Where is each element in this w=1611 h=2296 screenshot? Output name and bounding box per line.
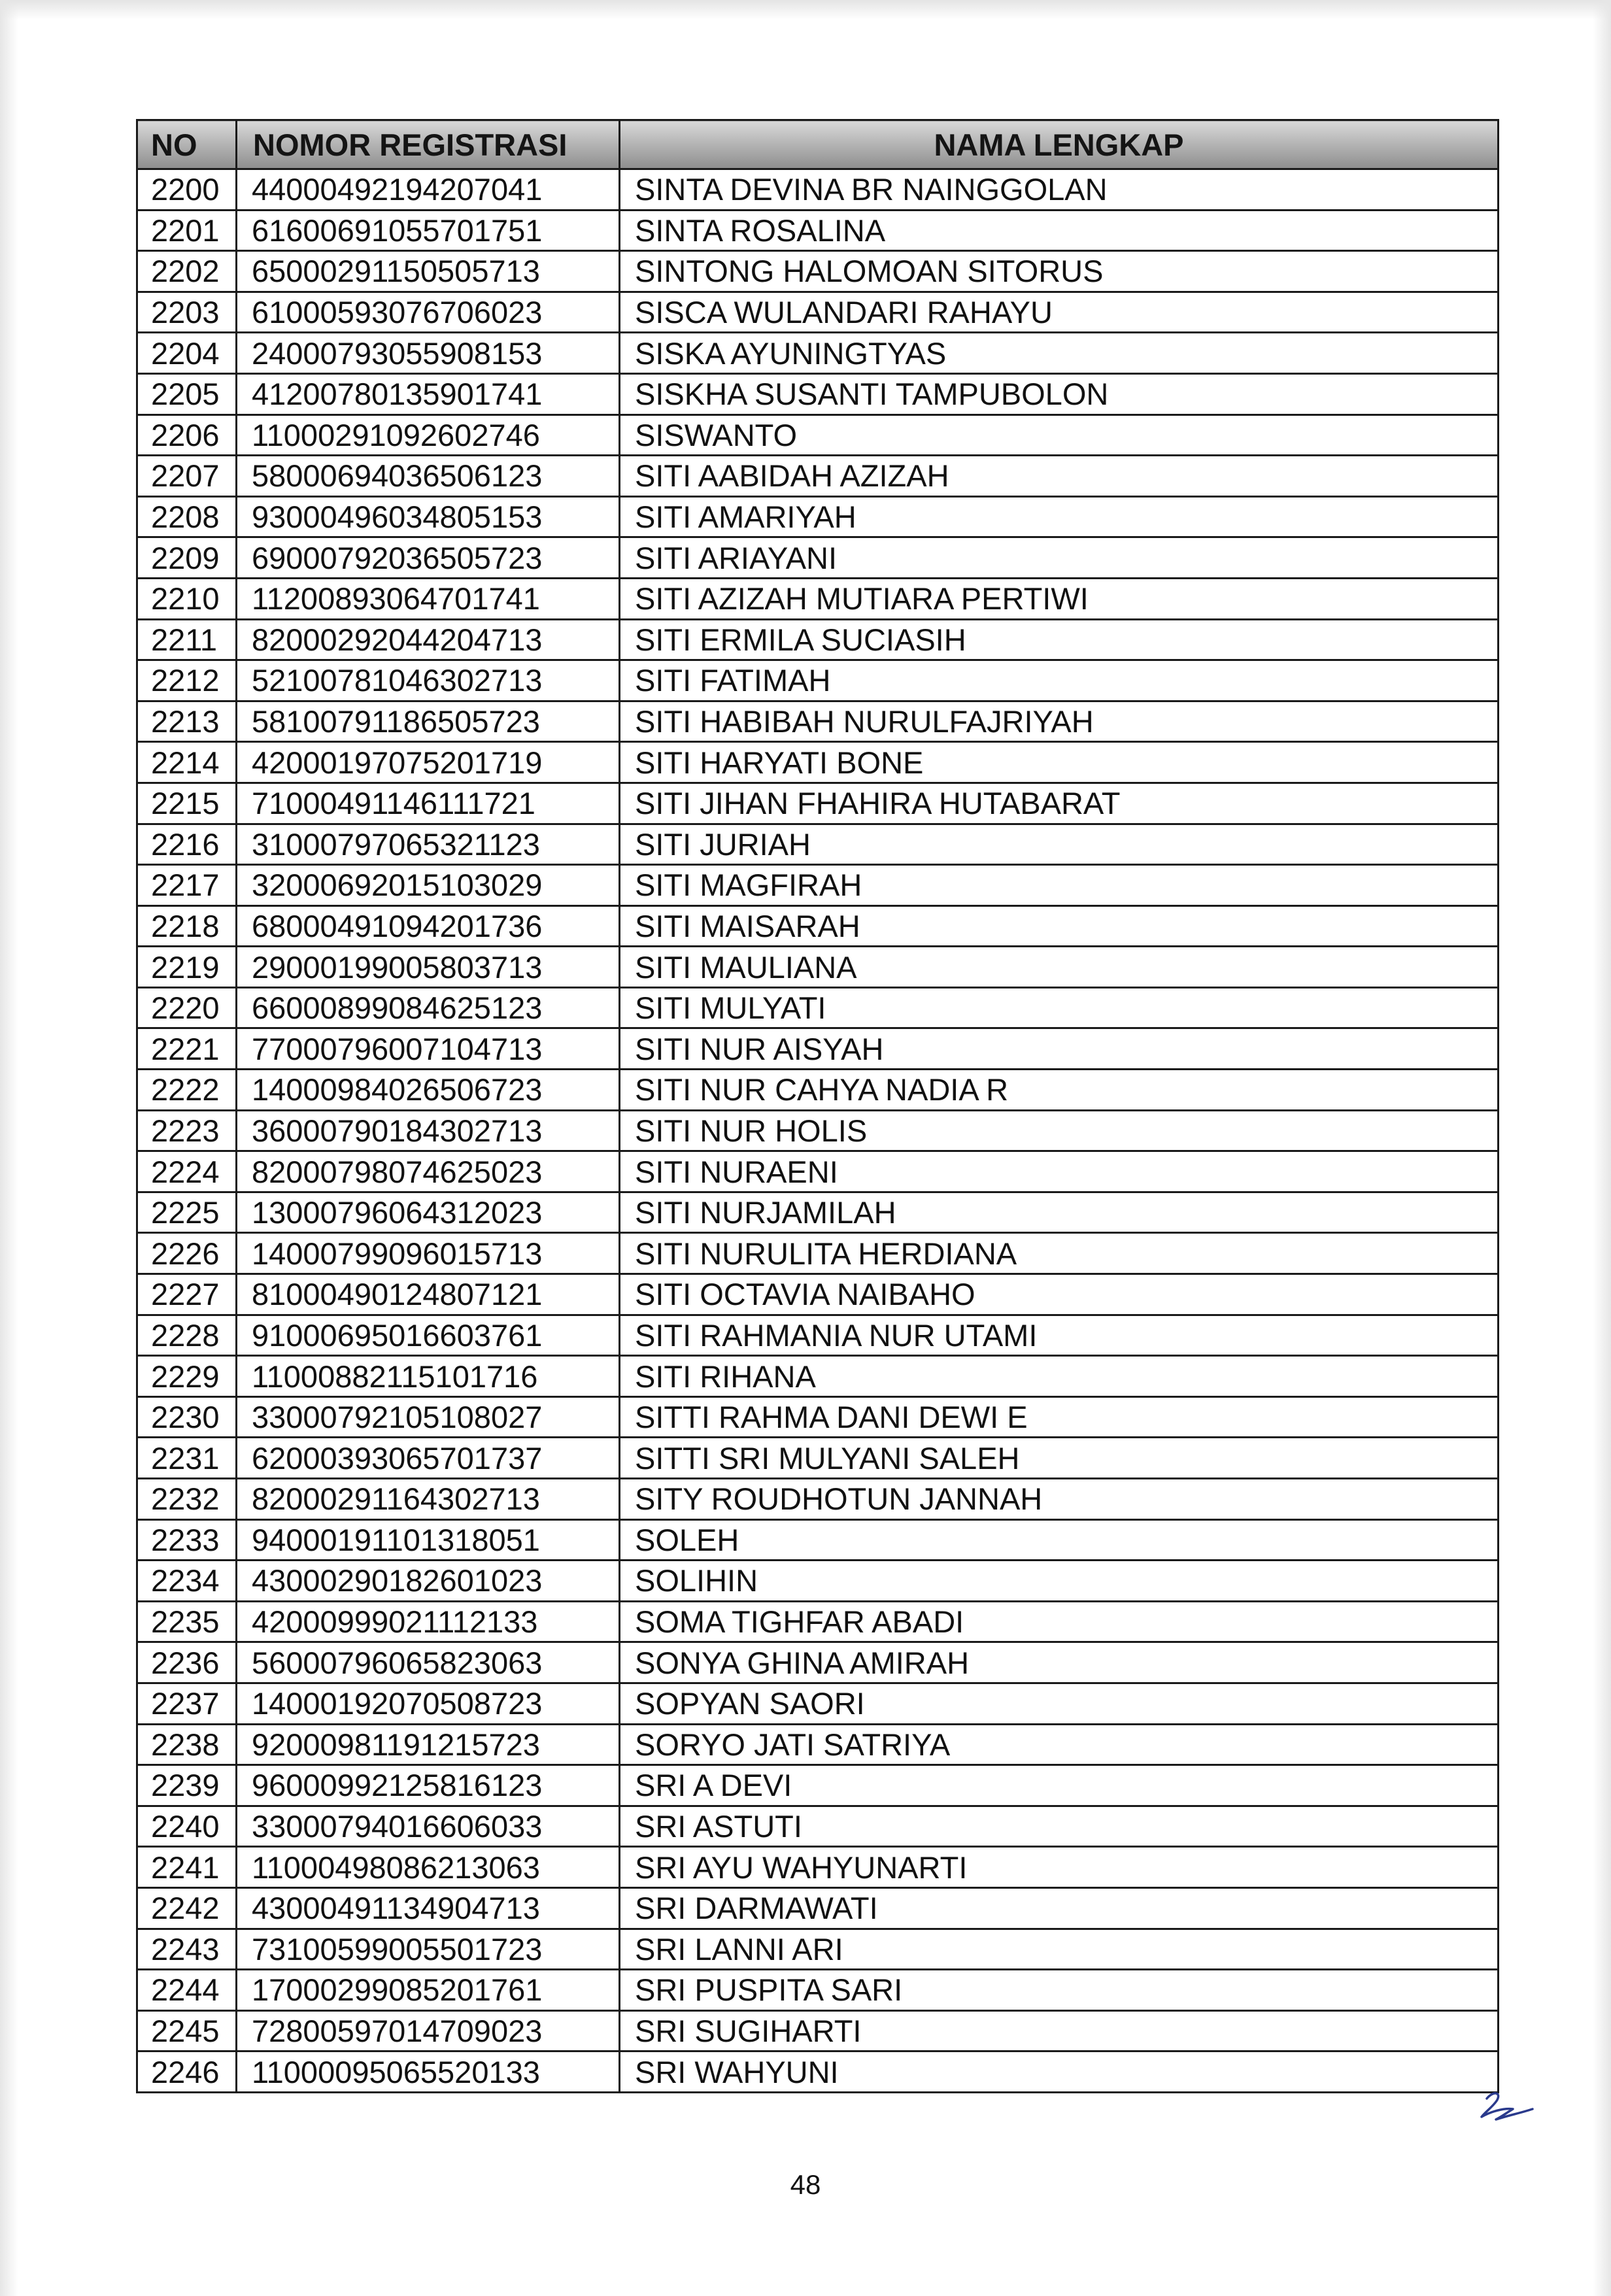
full-name: SITI ARIAYANI (620, 537, 1499, 579)
table-row (137, 456, 1499, 497)
registration-number: 43000290182601023 (237, 1561, 620, 1602)
table-row (137, 1642, 1499, 1683)
table-row (137, 783, 1499, 824)
registration-number: 52100781046302713 (237, 660, 620, 701)
full-name: SOLEH (620, 1519, 1499, 1561)
row-number: 2208 (137, 496, 237, 537)
table-row (137, 905, 1499, 947)
full-name: SITI MAGFIRAH (620, 865, 1499, 906)
full-name: SITY ROUDHOTUN JANNAH (620, 1479, 1499, 1520)
table-row (137, 2051, 1499, 2093)
registration-number: 42000999021112133 (237, 1601, 620, 1642)
registration-number: 62000393065701737 (237, 1438, 620, 1479)
scan-edge-left (0, 0, 18, 2296)
table-header-row (137, 120, 1499, 169)
full-name: SRI DARMAWATI (620, 1887, 1499, 1929)
full-name: SRI WAHYUNI (620, 2051, 1499, 2093)
row-number: 2202 (137, 251, 237, 292)
registration-number: 56000796065823063 (237, 1642, 620, 1683)
full-name: SITI RAHMANIA NUR UTAMI (620, 1315, 1499, 1356)
full-name: SITI ERMILA SUCIASIH (620, 619, 1499, 660)
row-number: 2203 (137, 292, 237, 333)
row-number: 2220 (137, 987, 237, 1028)
full-name: SITI JURIAH (620, 824, 1499, 865)
row-number: 2224 (137, 1151, 237, 1192)
registration-number: 13000796064312023 (237, 1192, 620, 1233)
table-row (137, 824, 1499, 865)
registration-number: 31000797065321123 (237, 824, 620, 865)
table-row (137, 947, 1499, 988)
full-name: SRI PUSPITA SARI (620, 1970, 1499, 2011)
table-row (137, 333, 1499, 374)
row-number: 2206 (137, 414, 237, 456)
table-row (137, 2010, 1499, 2051)
full-name: SISKA AYUNINGTYAS (620, 333, 1499, 374)
row-number: 2242 (137, 1887, 237, 1929)
table-row (137, 865, 1499, 906)
full-name: SRI A DEVI (620, 1765, 1499, 1806)
table-row (137, 1233, 1499, 1274)
full-name: SITTI SRI MULYANI SALEH (620, 1438, 1499, 1479)
registration-number: 33000794016606033 (237, 1806, 620, 1847)
participant-table (136, 119, 1499, 2093)
full-name: SITI HARYATI BONE (620, 742, 1499, 783)
registration-number: 29000199005803713 (237, 947, 620, 988)
row-number: 2235 (137, 1601, 237, 1642)
table-row (137, 1479, 1499, 1520)
full-name: SISWANTO (620, 414, 1499, 456)
row-number: 2244 (137, 1970, 237, 2011)
registration-number: 33000792105108027 (237, 1396, 620, 1438)
registration-number: 44000492194207041 (237, 169, 620, 211)
registration-number: 11200893064701741 (237, 578, 620, 619)
registration-number: 36000790184302713 (237, 1110, 620, 1151)
registration-number: 65000291150505713 (237, 251, 620, 292)
table-row (137, 169, 1499, 211)
row-number: 2229 (137, 1356, 237, 1397)
row-number: 2231 (137, 1438, 237, 1479)
header-no: NO (137, 120, 237, 169)
registration-number: 69000792036505723 (237, 537, 620, 579)
full-name: SRI AYU WAHYUNARTI (620, 1847, 1499, 1888)
table-row (137, 1561, 1499, 1602)
full-name: SITTI RAHMA DANI DEWI E (620, 1396, 1499, 1438)
table-row (137, 619, 1499, 660)
row-number: 2243 (137, 1929, 237, 1970)
full-name: SITI MULYATI (620, 987, 1499, 1028)
table-row (137, 1806, 1499, 1847)
row-number: 2204 (137, 333, 237, 374)
registration-number: 14000192070508723 (237, 1683, 620, 1724)
registration-number: 66000899084625123 (237, 987, 620, 1028)
row-number: 2232 (137, 1479, 237, 1520)
row-number: 2239 (137, 1765, 237, 1806)
scan-edge-top (0, 0, 1611, 20)
registration-number: 11000095065520133 (237, 2051, 620, 2093)
full-name: SRI ASTUTI (620, 1806, 1499, 1847)
table-row (137, 1315, 1499, 1356)
row-number: 2221 (137, 1028, 237, 1070)
table-body (137, 169, 1499, 2093)
row-number: 2218 (137, 905, 237, 947)
table-row (137, 373, 1499, 414)
row-number: 2207 (137, 456, 237, 497)
row-number: 2233 (137, 1519, 237, 1561)
full-name: SITI AZIZAH MUTIARA PERTIWI (620, 578, 1499, 619)
row-number: 2241 (137, 1847, 237, 1888)
full-name: SORYO JATI SATRIYA (620, 1724, 1499, 1765)
row-number: 2240 (137, 1806, 237, 1847)
table-row (137, 1970, 1499, 2011)
registration-number: 71000491146111721 (237, 783, 620, 824)
full-name: SITI OCTAVIA NAIBAHO (620, 1274, 1499, 1315)
full-name: SITI NURAENI (620, 1151, 1499, 1192)
row-number: 2227 (137, 1274, 237, 1315)
table-row (137, 987, 1499, 1028)
registration-number: 24000793055908153 (237, 333, 620, 374)
full-name: SISKHA SUSANTI TAMPUBOLON (620, 373, 1499, 414)
registration-number: 93000496034805153 (237, 496, 620, 537)
registration-number: 82000292044204713 (237, 619, 620, 660)
full-name: SINTA ROSALINA (620, 210, 1499, 251)
row-number: 2213 (137, 701, 237, 742)
row-number: 2238 (137, 1724, 237, 1765)
row-number: 2236 (137, 1642, 237, 1683)
table-row (137, 1887, 1499, 1929)
registration-number: 82000291164302713 (237, 1479, 620, 1520)
row-number: 2228 (137, 1315, 237, 1356)
table-row (137, 1929, 1499, 1970)
registration-number: 91000695016603761 (237, 1315, 620, 1356)
row-number: 2245 (137, 2010, 237, 2051)
row-number: 2226 (137, 1233, 237, 1274)
row-number: 2211 (137, 619, 237, 660)
row-number: 2234 (137, 1561, 237, 1602)
registration-number: 77000796007104713 (237, 1028, 620, 1070)
table-row (137, 1192, 1499, 1233)
full-name: SINTA DEVINA BR NAINGGOLAN (620, 169, 1499, 211)
registration-number: 11000882115101716 (237, 1356, 620, 1397)
table-row (137, 1438, 1499, 1479)
registration-number: 11000498086213063 (237, 1847, 620, 1888)
full-name: SITI FATIMAH (620, 660, 1499, 701)
row-number: 2201 (137, 210, 237, 251)
full-name: SITI MAISARAH (620, 905, 1499, 947)
table-row (137, 1356, 1499, 1397)
registration-number: 94000191101318051 (237, 1519, 620, 1561)
row-number: 2217 (137, 865, 237, 906)
registration-number: 68000491094201736 (237, 905, 620, 947)
table-row (137, 1110, 1499, 1151)
registration-number: 73100599005501723 (237, 1929, 620, 1970)
full-name: SITI HABIBAH NURULFAJRIYAH (620, 701, 1499, 742)
row-number: 2237 (137, 1683, 237, 1724)
full-name: SINTONG HALOMOAN SITORUS (620, 251, 1499, 292)
table-row (137, 1724, 1499, 1765)
row-number: 2209 (137, 537, 237, 579)
table-row (137, 210, 1499, 251)
registration-number: 17000299085201761 (237, 1970, 620, 2011)
page-number: 48 (790, 2169, 821, 2200)
registration-number: 58000694036506123 (237, 456, 620, 497)
full-name: SITI NUR HOLIS (620, 1110, 1499, 1151)
registration-number: 81000490124807121 (237, 1274, 620, 1315)
row-number: 2212 (137, 660, 237, 701)
scan-edge-right (1593, 0, 1611, 2296)
table-row (137, 1519, 1499, 1561)
full-name: SITI RIHANA (620, 1356, 1499, 1397)
registration-number: 58100791186505723 (237, 701, 620, 742)
full-name: SITI NURJAMILAH (620, 1192, 1499, 1233)
registration-number: 72800597014709023 (237, 2010, 620, 2051)
table-row (137, 1028, 1499, 1070)
registration-number: 14000799096015713 (237, 1233, 620, 1274)
table-row (137, 1601, 1499, 1642)
full-name: SITI NUR CAHYA NADIA R (620, 1070, 1499, 1111)
registration-number: 43000491134904713 (237, 1887, 620, 1929)
full-name: SITI AABIDAH AZIZAH (620, 456, 1499, 497)
full-name: SITI NUR AISYAH (620, 1028, 1499, 1070)
registration-number: 41200780135901741 (237, 373, 620, 414)
registration-number: 61000593076706023 (237, 292, 620, 333)
registration-number: 92000981191215723 (237, 1724, 620, 1765)
row-number: 2225 (137, 1192, 237, 1233)
registration-number: 11000291092602746 (237, 414, 620, 456)
table-row (137, 660, 1499, 701)
full-name: SOMA TIGHFAR ABADI (620, 1601, 1499, 1642)
row-number: 2246 (137, 2051, 237, 2093)
table-row (137, 496, 1499, 537)
row-number: 2230 (137, 1396, 237, 1438)
row-number: 2205 (137, 373, 237, 414)
table-row (137, 1274, 1499, 1315)
table-row (137, 1765, 1499, 1806)
table-row (137, 1070, 1499, 1111)
full-name: SOPYAN SAORI (620, 1683, 1499, 1724)
registration-number: 42000197075201719 (237, 742, 620, 783)
full-name: SRI SUGIHARTI (620, 2010, 1499, 2051)
row-number: 2200 (137, 169, 237, 211)
table-row (137, 701, 1499, 742)
table-row (137, 1396, 1499, 1438)
row-number: 2223 (137, 1110, 237, 1151)
table-row (137, 1683, 1499, 1724)
full-name: SONYA GHINA AMIRAH (620, 1642, 1499, 1683)
table-row (137, 1847, 1499, 1888)
full-name: SITI JIHAN FHAHIRA HUTABARAT (620, 783, 1499, 824)
row-number: 2210 (137, 578, 237, 619)
table-row (137, 251, 1499, 292)
table-row (137, 578, 1499, 619)
table-row (137, 414, 1499, 456)
row-number: 2214 (137, 742, 237, 783)
row-number: 2215 (137, 783, 237, 824)
table-row (137, 537, 1499, 579)
table-row (137, 292, 1499, 333)
row-number: 2222 (137, 1070, 237, 1111)
registration-number: 82000798074625023 (237, 1151, 620, 1192)
full-name: SRI LANNI ARI (620, 1929, 1499, 1970)
row-number: 2219 (137, 947, 237, 988)
header-registration-number: NOMOR REGISTRASI (237, 120, 620, 169)
registration-number: 61600691055701751 (237, 210, 620, 251)
table-row (137, 1151, 1499, 1192)
row-number: 2216 (137, 824, 237, 865)
registration-number: 96000992125816123 (237, 1765, 620, 1806)
registration-number: 32000692015103029 (237, 865, 620, 906)
full-name: SITI AMARIYAH (620, 496, 1499, 537)
full-name: SITI NURULITA HERDIANA (620, 1233, 1499, 1274)
full-name: SOLIHIN (620, 1561, 1499, 1602)
table-row (137, 742, 1499, 783)
initial-signature (1467, 2085, 1539, 2131)
registration-number: 14000984026506723 (237, 1070, 620, 1111)
full-name: SITI MAULIANA (620, 947, 1499, 988)
header-full-name: NAMA LENGKAP (620, 120, 1499, 169)
full-name: SISCA WULANDARI RAHAYU (620, 292, 1499, 333)
